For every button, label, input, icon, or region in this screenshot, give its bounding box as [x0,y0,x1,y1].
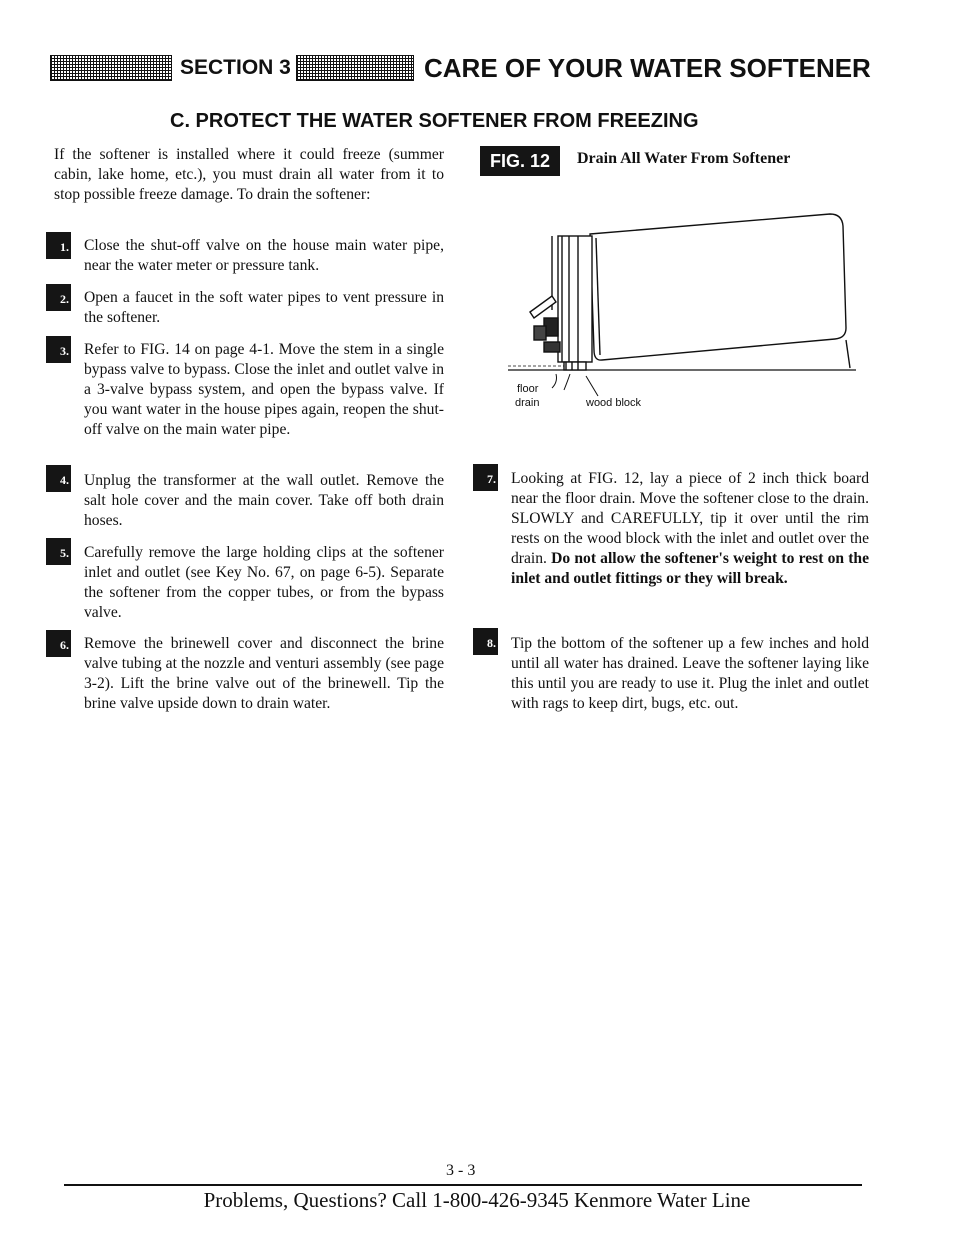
step-badge-5: 5. [46,538,71,565]
page-number: 3 - 3 [446,1162,476,1179]
intro-paragraph: If the softener is installed where it could freeze (summer cabin, lake home, etc.), you must drain all water from it to stop possible freeze damage. To drain the softener: [54,146,444,203]
softener-drain-illustration [490,200,870,420]
section-label: SECTION 3 [180,56,291,79]
step-badge-4: 4. [46,465,71,492]
step-badge-8: 8. [473,628,498,655]
page-title: CARE OF YOUR WATER SOFTENER [424,53,871,83]
step-badge-2: 2. [46,284,71,311]
step-text-1: Close the shut-off valve on the house main water pipe, near the water meter or pressure tank. [84,237,444,274]
step-text-3: Refer to FIG. 14 on page 4-1. Move the stem in a single bypass valve to bypass. Close the inlet and outlet valve in a 3-valve bypass system, and open the bypass valve. If you want water in the house pipes again, reopen the shut-off valve on the main water pipe. [84,341,444,438]
label-floor: floor [517,383,539,395]
label-wood-block: wood block [586,397,642,409]
step-text-8: Tip the bottom of the softener up a few inches and hold until all water has drained. Leave the softener laying like this until you are ready to use it. Plug the inlet and outlet with rags to keep dirt, bugs, etc. out. [511,635,869,712]
step-text-2: Open a faucet in the soft water pipes to vent pressure in the softener. [84,289,444,326]
step-badge-7: 7. [473,464,498,491]
step-text-7-main: Looking at FIG. 12, lay a piece of 2 inch thick board near the floor drain. Move the softener close to the drain. SLOWLY and CAREFULLY, tip it over until the rim rests on the wood block with the inlet and outlet over the drain. [511,470,869,567]
step-text-7 [511,469,869,589]
footer-text: Problems, Questions? Call 1-800-426-9345 Kenmore Water Line [203,1188,751,1212]
step-text-5: Carefully remove the large holding clips at the softener inlet and outlet (see Key No. 67, on page 6-5). Separate the softener from the copper tubes, or from the bypass valve. [84,544,444,621]
step-text-4: Unplug the transformer at the wall outlet. Remove the salt hole cover and the main cover. Take off both drain hoses. [84,472,444,529]
step-text-7-warning: Do not allow the softener's weight to rest on the inlet and outlet fittings or they will break. [511,550,869,587]
header-hatch-right [296,55,414,81]
step-badge-6: 6. [46,630,71,657]
step-badge-3: 3. [46,336,71,363]
header-hatch-left [50,55,172,81]
footer-rule [64,1184,862,1186]
figure-label: FIG. 12 [480,146,560,176]
figure-title: Drain All Water From Softener [577,150,791,167]
section-subtitle: C. PROTECT THE WATER SOFTENER FROM FREEZING [170,110,699,132]
label-drain: drain [515,397,540,409]
step-badge-1: 1. [46,232,71,259]
step-text-6: Remove the brinewell cover and disconnect the brine valve tubing at the nozzle and venturi assembly (see page 3-2). Lift the brine valve out of the brinewell. Tip the brine valve upside down to drain water. [84,635,444,712]
